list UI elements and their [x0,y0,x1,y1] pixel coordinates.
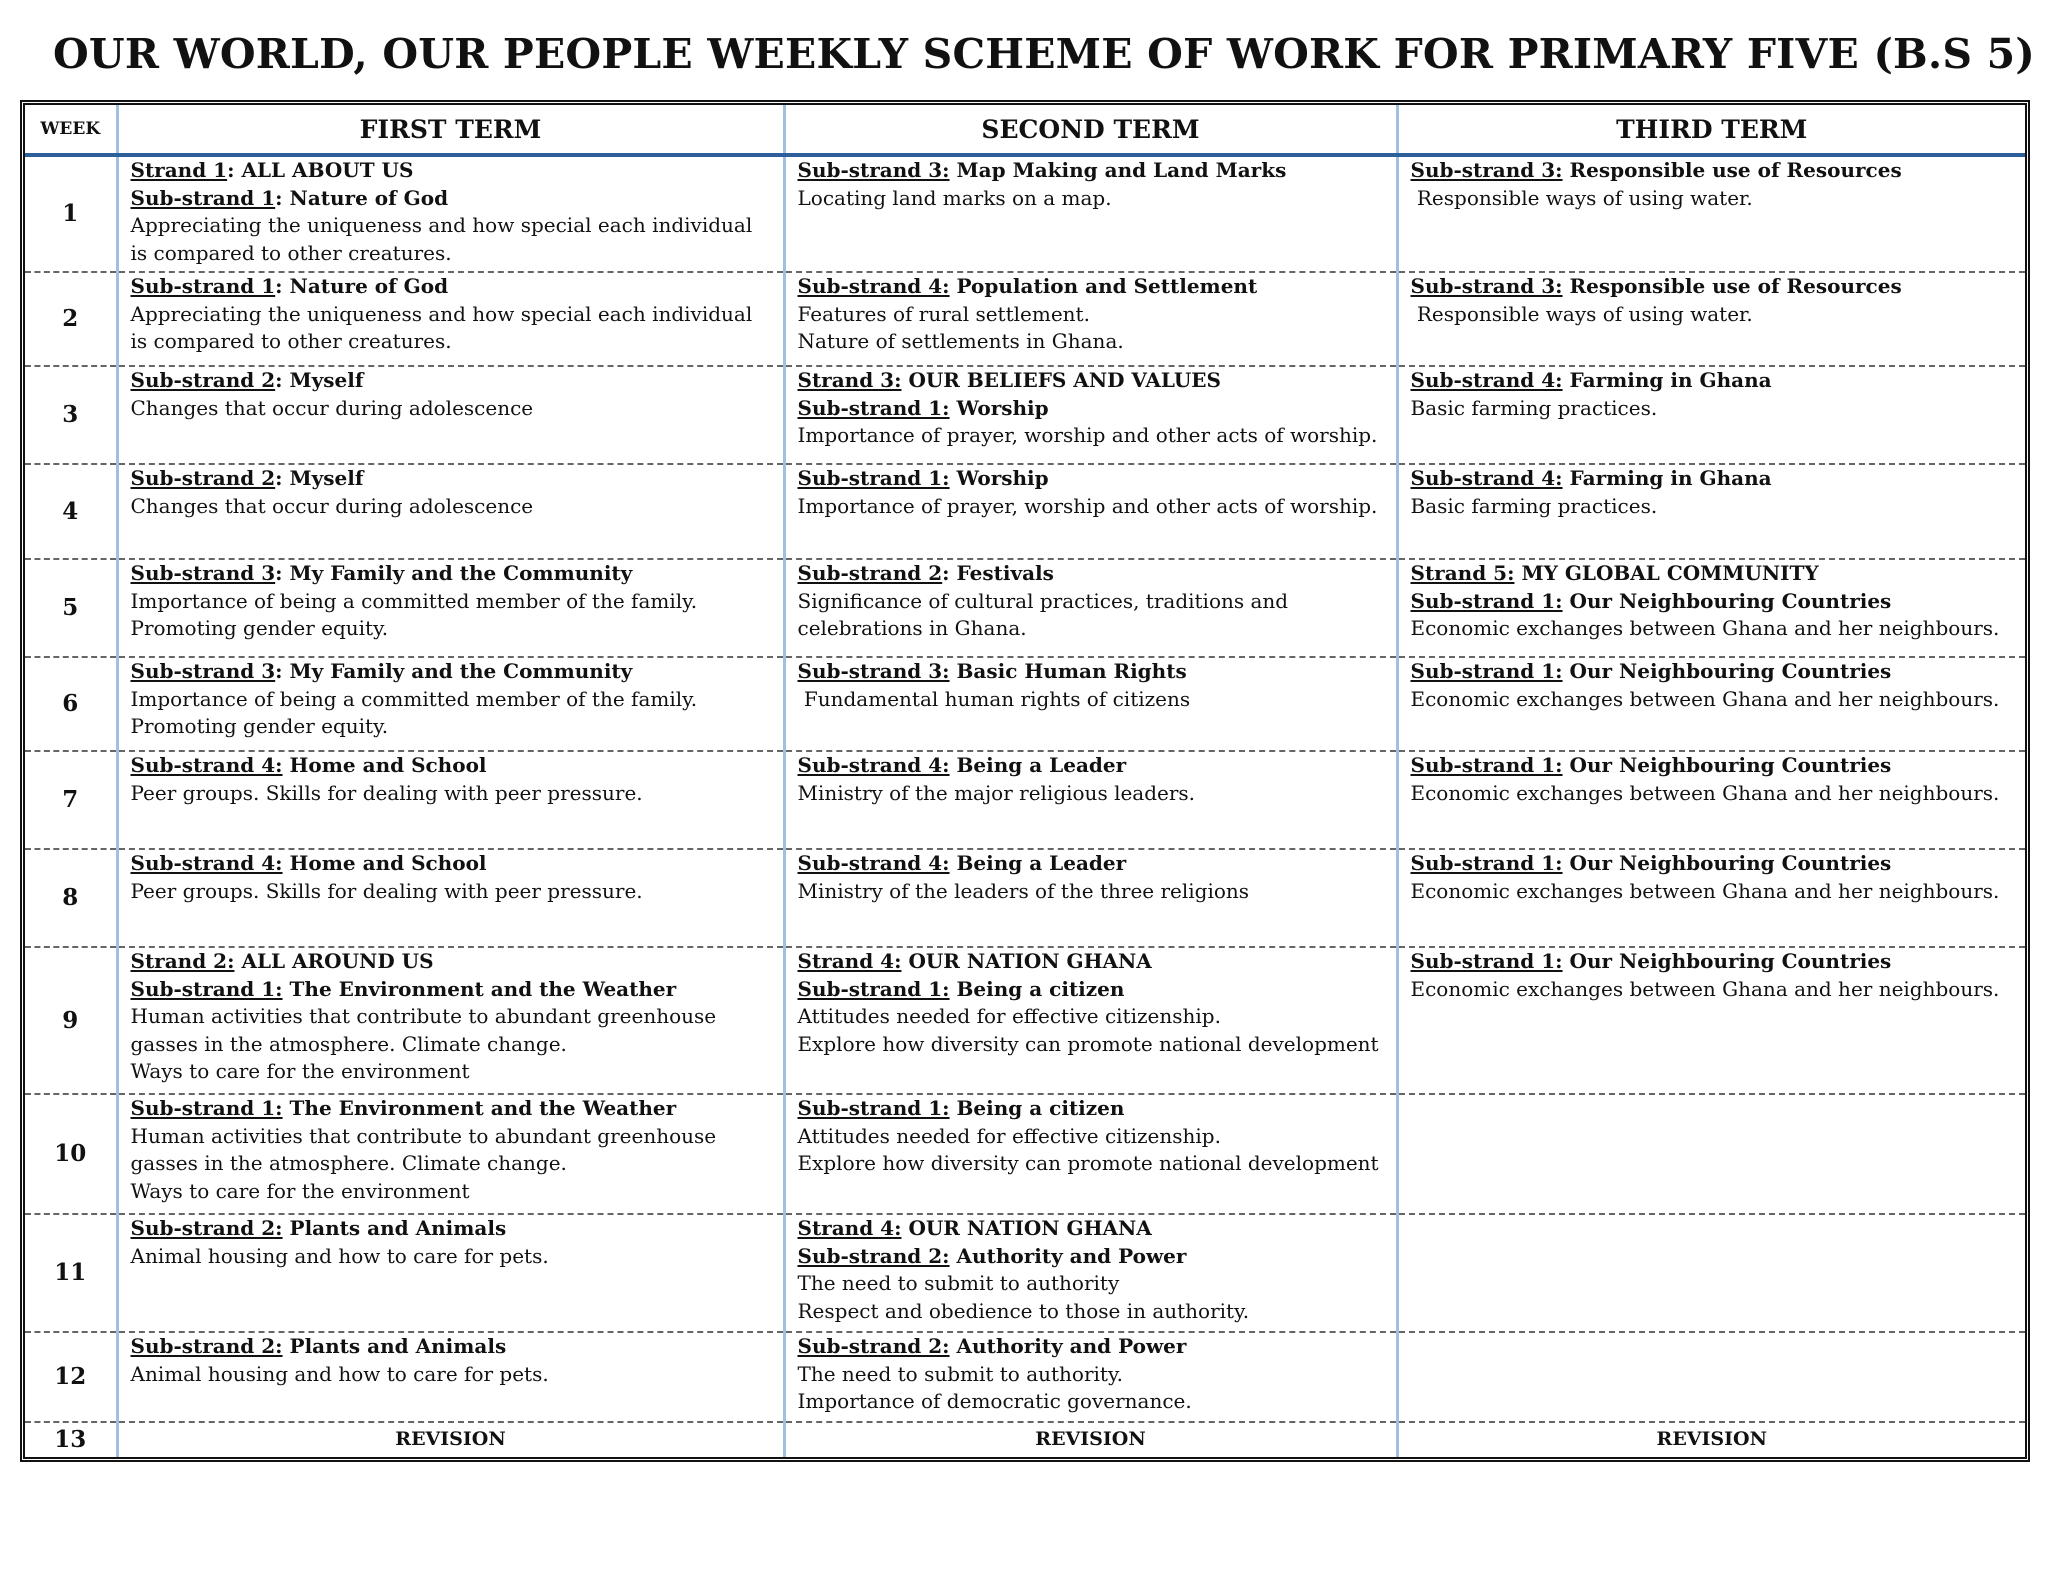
strand-heading [798,465,1384,493]
term-cell-t2 [784,1214,1397,1332]
strand-separator [950,1334,957,1358]
term-cell-t1 [117,1094,784,1214]
term-cell-t1 [117,1214,784,1332]
strand-label: Strand 4: [797,1216,902,1240]
strand-separator [1563,589,1570,613]
term-cell-t3 [1397,464,2025,559]
strand-heading [131,1333,771,1361]
strand-heading [798,976,1384,1004]
strand-heading [131,658,771,686]
strand-separator [950,396,957,420]
strand-label: Sub-strand 3 [130,659,276,683]
strand-separator [1563,368,1570,392]
topic-line: Animal housing and how to care for pets. [130,1361,549,1386]
topic-line: Explore how diversity can promote national development [797,1151,1379,1175]
term-cell-t2 [784,1332,1397,1422]
term-cell-t3 [1397,1214,2025,1332]
term-cell-t2 [784,657,1397,751]
strand-label: Sub-strand 4: [1410,368,1563,392]
scheme-body [25,155,2025,1457]
strand-name: OUR NATION GHANA [908,949,1152,973]
topic-line: Nature of settlements in Ghana. [797,329,1124,353]
week-number: 2 [25,272,117,366]
strand-name: Our Neighbouring Countries [1569,659,1892,683]
term-cell-t1 [117,849,784,947]
topic-line: Importance of being a committed member of the family. [130,588,698,613]
strand-heading [798,1243,1384,1271]
topic-line: Attitudes needed for effective citizenship. [797,1123,1221,1148]
strand-separator: : [275,466,290,490]
topic-line: Explore how diversity can promote national development [797,1031,1379,1056]
header-third-term: THIRD TERM [1397,105,2025,155]
strand-name: Responsible use of Resources [1569,274,1902,298]
strand-separator [950,977,957,1001]
strand-heading [798,395,1384,423]
strand-heading [1411,367,2014,395]
term-cell-t1 [117,272,784,366]
strand-heading [131,1215,771,1243]
term-cell-t3 [1397,1332,2025,1422]
strand-separator [950,1244,957,1268]
strand-heading [798,1095,1384,1123]
term-cell-t3 [1397,1094,2025,1214]
strand-label: Sub-strand 1 [130,274,276,298]
strand-label: Sub-strand 1: [130,976,283,1001]
week-number: 6 [25,657,117,751]
strand-separator [950,659,957,683]
strand-heading [1411,273,2014,301]
strand-separator [950,1096,957,1120]
strand-name: My Family and the Community [289,659,633,683]
strand-name: Our Neighbouring Countries [1569,588,1892,613]
topic-line: Ways to care for the environment [130,1178,470,1203]
strand-heading [131,752,771,780]
topic-line: Importance of prayer, worship and other acts of worship. [797,493,1378,518]
term-cell-t2 [784,947,1397,1094]
strand-name: Myself [289,466,364,490]
strand-heading [1411,752,2014,780]
strand-separator [283,851,290,875]
strand-separator [1563,659,1570,683]
header-first-term: FIRST TERM [117,105,784,155]
strand-heading [798,1215,1384,1243]
strand-separator [1563,851,1570,875]
strand-heading [798,752,1384,780]
strand-label: Sub-strand 1: [1410,659,1563,683]
strand-name: Farming in Ghana [1569,368,1772,392]
term-cell-t2 [784,751,1397,849]
topic-line: Economic exchanges between Ghana and her neighbours. [1410,780,2000,805]
topic-line: Responsible ways of using water. [1410,301,1753,326]
term-cell-t1 [117,155,784,272]
term-cell-t3 [1397,155,2025,272]
strand-heading [1411,850,2014,878]
table-row [25,559,2025,657]
strand-heading [798,850,1384,878]
strand-separator [950,274,957,298]
topic-line: Human activities that contribute to abundant greenhouse gasses in the atmosphere. Climate change. [130,1123,723,1175]
term-cell-t3 [1397,559,2025,657]
strand-separator: : [275,274,290,298]
topic-line: Economic exchanges between Ghana and her neighbours. [1410,878,2000,903]
table-row [25,751,2025,849]
strand-label: Sub-strand 2: [797,1334,950,1358]
strand-label: Sub-strand 3: [1410,158,1563,182]
topic-line: Importance of being a committed member of the family. [130,686,698,711]
topic-line: Changes that occur during adolescence [130,493,534,518]
strand-name: The Environment and the Weather [289,976,677,1001]
strand-name: MY GLOBAL COMMUNITY [1521,561,1819,585]
topic-line: Fundamental human rights of citizens [797,686,1191,711]
strand-heading [1411,658,2014,686]
strand-name: Home and School [289,851,487,875]
strand-name: Being a Leader [956,851,1127,875]
strand-name: Being a Leader [956,753,1127,777]
term-cell-t2 [784,1094,1397,1214]
topic-line: Economic exchanges between Ghana and her neighbours. [1410,976,2000,1001]
strand-heading [1411,588,2014,616]
strand-heading [798,1333,1384,1361]
strand-name: Festivals [956,561,1054,585]
strand-separator: : [275,368,290,392]
strand-heading [131,560,771,588]
topic-line: The need to submit to authority. [797,1361,1123,1386]
topic-line: Features of rural settlement. [797,301,1090,326]
term-cell-t1 [117,366,784,464]
term-cell-t2 [784,155,1397,272]
strand-heading [798,948,1384,976]
strand-heading [131,948,771,976]
term-cell-t1 [117,947,784,1094]
table-row [25,272,2025,366]
strand-label: Strand 3: [797,368,902,392]
page-title: OUR WORLD, OUR PEOPLE WEEKLY SCHEME OF WORK FOR PRIMARY FIVE (B.S 5) [53,30,2035,78]
table-row [25,947,2025,1094]
strand-separator [283,977,290,1001]
topic-line: Human activities that contribute to abundant greenhouse gasses in the atmosphere. Climate change. [130,1004,723,1056]
strand-name: The Environment and the Weather [289,1096,677,1120]
strand-heading [798,367,1384,395]
strand-label: Sub-strand 1: [1410,851,1563,875]
revision-cell-t1: REVISION [117,1422,784,1457]
strand-heading [131,185,771,213]
term-cell-t3 [1397,272,2025,366]
week-number: 8 [25,849,117,947]
strand-separator [283,753,290,777]
strand-label: Sub-strand 3: [797,158,950,182]
week-number: 1 [25,155,117,272]
strand-label: Sub-strand 2: [797,1243,950,1268]
week-number: 11 [25,1214,117,1332]
strand-name: Worship [956,395,1049,420]
strand-name: Farming in Ghana [1569,466,1772,490]
strand-name: Myself [289,368,364,392]
term-cell-t1 [117,1332,784,1422]
table-row [25,155,2025,272]
table-row [25,1214,2025,1332]
strand-label: Strand 1 [130,158,228,182]
topic-line: Basic farming practices. [1410,395,1658,420]
strand-separator: : [227,158,242,182]
term-cell-t1 [117,464,784,559]
strand-label: Sub-strand 1: [130,1096,283,1120]
strand-separator: : [275,185,290,210]
topic-line: Attitudes needed for effective citizenship. [797,1004,1221,1028]
strand-label: Sub-strand 1: [1410,753,1563,777]
strand-separator [283,1096,290,1120]
strand-name: Nature of God [289,274,449,298]
topic-line: Respect and obedience to those in authority. [797,1298,1250,1323]
table-row [25,1094,2025,1214]
strand-heading [131,1095,771,1123]
strand-name: OUR BELIEFS AND VALUES [908,368,1221,392]
header-row [25,105,2025,155]
strand-separator [1563,466,1570,490]
strand-separator [283,1216,290,1240]
strand-label: Sub-strand 4: [797,274,950,298]
strand-label: Sub-strand 1: [797,1096,950,1120]
strand-heading [798,273,1384,301]
strand-label: Sub-strand 3 [130,561,276,585]
strand-label: Sub-strand 2 [130,466,276,490]
strand-heading [131,976,771,1004]
strand-label: Strand 5: [1410,561,1515,585]
strand-label: Sub-strand 2: [130,1334,283,1358]
scheme-table-frame [20,100,2030,1462]
strand-label: Sub-strand 2 [797,561,943,585]
strand-name: ALL ABOUT US [241,158,414,182]
strand-name: Being a citizen [956,976,1125,1001]
strand-name: Map Making and Land Marks [956,158,1287,182]
strand-heading [1411,465,2014,493]
header-week: WEEK [25,105,117,155]
strand-separator [283,1334,290,1358]
topic-line: Peer groups. Skills for dealing with peer pressure. [130,780,643,805]
strand-name: Nature of God [289,185,449,210]
week-number: 4 [25,464,117,559]
topic-line: The need to submit to authority [797,1271,1120,1295]
strand-label: Strand 4: [797,949,902,973]
topic-line: Importance of democratic governance. [797,1389,1192,1413]
topic-line: Basic farming practices. [1410,493,1658,518]
topic-line: Importance of prayer, worship and other acts of worship. [797,423,1378,447]
strand-label: Sub-strand 1: [1410,588,1563,613]
term-cell-t2 [784,849,1397,947]
week-number: 9 [25,947,117,1094]
strand-heading [131,367,771,395]
strand-label: Strand 2: [130,949,235,973]
strand-name: Plants and Animals [289,1216,507,1240]
strand-name: Authority and Power [956,1334,1187,1358]
strand-separator [950,851,957,875]
topic-line: Locating land marks on a map. [797,185,1112,210]
strand-separator: : [275,659,290,683]
strand-name: Our Neighbouring Countries [1569,753,1892,777]
topic-line: Changes that occur during adolescence [130,395,534,420]
term-cell-t2 [784,559,1397,657]
term-cell-t3 [1397,751,2025,849]
strand-name: OUR NATION GHANA [908,1216,1152,1240]
strand-separator [1563,753,1570,777]
strand-separator: : [275,561,290,585]
term-cell-t3 [1397,366,2025,464]
strand-separator [950,158,957,182]
strand-label: Sub-strand 1 [130,185,276,210]
term-cell-t1 [117,657,784,751]
week-number: 7 [25,751,117,849]
term-cell-t1 [117,559,784,657]
strand-heading [798,658,1384,686]
strand-label: Sub-strand 1: [797,466,950,490]
term-cell-t3 [1397,947,2025,1094]
topic-line: Peer groups. Skills for dealing with peer pressure. [130,878,643,903]
strand-separator [950,466,957,490]
strand-name: Population and Settlement [956,274,1258,298]
topic-line: Ministry of the leaders of the three religions [797,878,1250,903]
strand-name: Our Neighbouring Countries [1569,949,1892,973]
strand-name: Being a citizen [956,1096,1125,1120]
header-second-term: SECOND TERM [784,105,1397,155]
topic-line: Ministry of the major religious leaders. [797,780,1196,805]
strand-label: Sub-strand 1: [797,976,950,1001]
revision-cell-t3: REVISION [1656,1428,1767,1451]
strand-label: Sub-strand 2: [130,1216,283,1240]
term-cell-t1 [117,751,784,849]
term-cell-t3 [1397,849,2025,947]
strand-heading [1411,948,2014,976]
strand-name: Home and School [289,753,487,777]
strand-name: Responsible use of Resources [1569,158,1902,182]
strand-name: Worship [956,466,1049,490]
topic-line: Responsible ways of using water. [1410,185,1753,210]
topic-line: Ways to care for the environment [130,1059,470,1083]
strand-label: Sub-strand 2 [130,368,276,392]
topic-line: Significance of cultural practices, traditions and celebrations in Ghana. [797,588,1295,640]
scheme-table [25,105,2025,1457]
week-number: 12 [25,1332,117,1422]
table-row [25,1332,2025,1422]
strand-label: Sub-strand 4: [130,851,283,875]
strand-label: Sub-strand 1: [797,395,950,420]
strand-name: Our Neighbouring Countries [1569,851,1892,875]
strand-name: Plants and Animals [289,1334,507,1358]
topic-line: Animal housing and how to care for pets. [130,1243,549,1268]
term-cell-t2 [784,272,1397,366]
strand-heading [131,157,771,185]
week-number: 5 [25,559,117,657]
revision-cell-t2: REVISION [784,1422,1397,1457]
term-cell-t3 [1397,657,2025,751]
topic-line: Appreciating the uniqueness and how special each individual is compared to other creatures. [130,213,759,265]
strand-heading [798,560,1384,588]
week-number: 13 [25,1422,117,1457]
week-number: 3 [25,366,117,464]
table-row [25,464,2025,559]
strand-separator [950,753,957,777]
table-row [25,849,2025,947]
strand-label: Sub-strand 3: [797,659,950,683]
week-number: 10 [25,1094,117,1214]
strand-heading [1411,157,2014,185]
revision-row [25,1422,2025,1457]
strand-label: Sub-strand 4: [797,851,950,875]
strand-separator [1563,158,1570,182]
topic-line: Economic exchanges between Ghana and her neighbours. [1410,686,2000,711]
strand-name: Basic Human Rights [956,659,1187,683]
topic-line: Promoting gender equity. [130,714,389,738]
strand-separator [1563,274,1570,298]
strand-name: Authority and Power [956,1243,1187,1268]
strand-label: Sub-strand 4: [1410,466,1563,490]
strand-heading [131,273,771,301]
strand-label: Sub-strand 4: [797,753,950,777]
strand-heading [1411,560,2014,588]
strand-label: Sub-strand 1: [1410,949,1563,973]
strand-heading [798,157,1384,185]
term-cell-t2 [784,464,1397,559]
topic-line: Economic exchanges between Ghana and her neighbours. [1410,616,2000,640]
topic-line: Promoting gender equity. [130,616,389,640]
strand-separator [1563,949,1570,973]
strand-separator: : [942,561,957,585]
term-cell-t2 [784,366,1397,464]
strand-heading [131,850,771,878]
strand-label: Sub-strand 4: [130,753,283,777]
strand-name: ALL AROUND US [241,949,434,973]
table-row [25,366,2025,464]
strand-label: Sub-strand 3: [1410,274,1563,298]
topic-line: Appreciating the uniqueness and how special each individual is compared to other creatures. [130,301,759,353]
strand-name: My Family and the Community [289,561,633,585]
strand-heading [131,465,771,493]
table-row [25,657,2025,751]
